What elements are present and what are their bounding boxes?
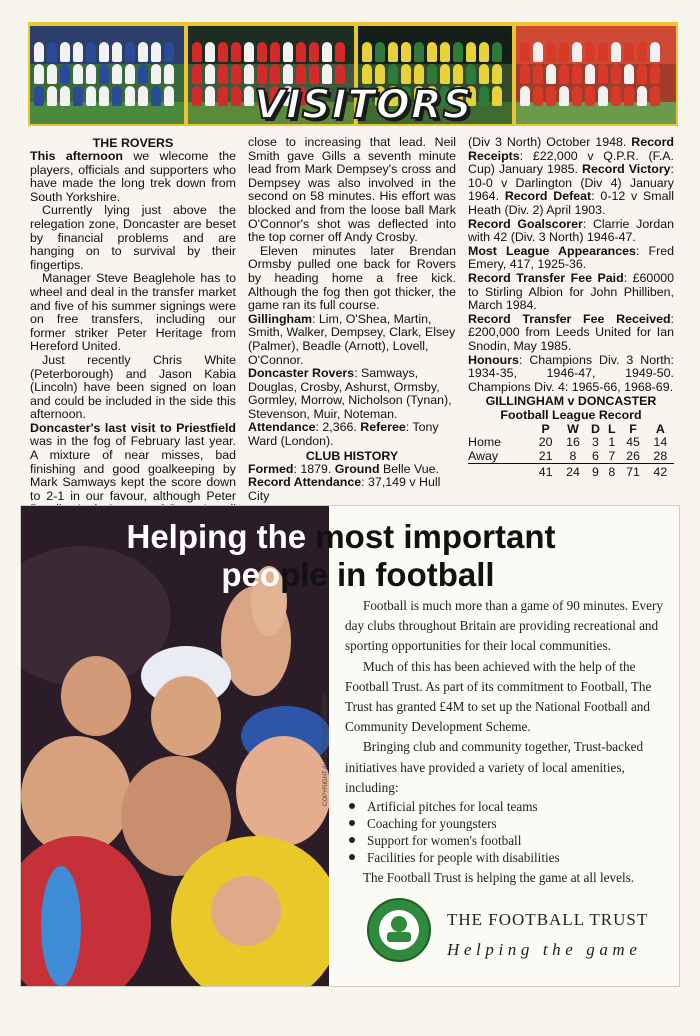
player-figure (492, 42, 502, 62)
player-figure (244, 42, 254, 62)
player-figure (533, 86, 543, 106)
player-figure (112, 86, 122, 106)
record-label: Record Transfer Fee Paid (468, 270, 624, 285)
football-trust-logo-icon (367, 898, 431, 962)
player-figure (492, 64, 502, 84)
player-figure (546, 42, 556, 62)
article-column-2 (248, 136, 456, 503)
player-figure (60, 64, 70, 84)
attendance-value: : 2,366. (315, 420, 361, 435)
player-figure (624, 86, 634, 106)
formed-value: : 1879. (293, 461, 335, 476)
attendance-label: Attendance (248, 420, 316, 435)
player-figure (559, 64, 569, 84)
lead-text: This afternoon (30, 149, 123, 163)
list-item: Coaching for youngsters (345, 815, 671, 832)
player-figure (362, 64, 372, 84)
player-figure (335, 64, 345, 84)
row-label: Away (468, 448, 499, 463)
player-figure (47, 64, 57, 84)
player-figure (624, 64, 634, 84)
player-figure (322, 42, 332, 62)
player-figure (244, 86, 254, 106)
headline-part: ple in football (280, 556, 495, 593)
table-cell: 26 (626, 448, 640, 463)
record-value: : 10-0 v Darlington (Div 4) January 1964. (468, 162, 674, 204)
record-heading: GILLINGHAM v DONCASTER (485, 394, 657, 409)
player-figure (283, 42, 293, 62)
photo-credit: COPYRIGHT ALLSPORT/BEN RADFORD (323, 692, 329, 806)
honours-value: : Champions Div. 3 North: 1934-35, 1946-47, 1949-50. Champions Div. 4: 1965-66, 1968-69. (468, 352, 674, 394)
total-cell: 9 (587, 464, 605, 480)
player-figure (375, 64, 385, 84)
player-figure (322, 64, 332, 84)
paragraph: Eleven minutes later Brendan Ormsby pulled one back for Rovers by heading home a free kick. Although the fog then got thicker, the game ran its full course. (248, 243, 456, 313)
player-figure (112, 64, 122, 84)
list-item: Artificial pitches for local teams (345, 798, 671, 815)
player-figure (138, 86, 148, 106)
advert-paragraph: Bringing club and community together, Trust-backed initiatives have provided a variety of local amenities, including: (345, 739, 644, 795)
player-figure (283, 64, 293, 84)
record-attendance-label: Record Attendance (248, 475, 362, 490)
player-figure (637, 42, 647, 62)
ground-label: Ground (334, 461, 380, 476)
player-figure (296, 42, 306, 62)
table-cell: 16 (566, 435, 580, 450)
player-figure (479, 42, 489, 62)
column-header: D (591, 422, 600, 437)
player-figure (546, 86, 556, 106)
record-label: Record Transfer Fee Received (468, 311, 671, 326)
record-label: Record Defeat (504, 189, 592, 204)
player-figure (270, 64, 280, 84)
table-cell: 28 (653, 448, 668, 463)
player-figure (611, 42, 621, 62)
player-figure (218, 64, 228, 84)
player-figure (650, 64, 660, 84)
player-figure (99, 86, 109, 106)
player-figure (585, 42, 595, 62)
total-cell: 8 (604, 464, 619, 480)
player-figure (466, 42, 476, 62)
lineup-text: : Samways, Douglas, Crosby, Ashurst, Ormsby, Gormley, Morrow, Nicholson (Tynan), Stevenson, Muir, Noteman. (248, 366, 452, 421)
table-cell: 45 (626, 435, 640, 450)
record-subheading: Football League Record (500, 408, 642, 423)
player-figure (73, 86, 83, 106)
record-attendance-value: : 37,149 v Hull City (248, 475, 441, 503)
player-figure (205, 64, 215, 84)
column-header: F (629, 422, 637, 437)
record-label: Record Victory (582, 162, 671, 177)
column-header: P (541, 422, 550, 437)
team-photo-banner (28, 22, 678, 126)
brand-tagline: Helping the game (447, 940, 642, 959)
player-figure (650, 86, 660, 106)
visitors-heading: VISITORS (254, 82, 473, 128)
player-figure (520, 42, 530, 62)
list-item: Facilities for people with disabilities (345, 849, 671, 866)
section-heading: THE ROVERS (92, 136, 174, 150)
player-figure (73, 42, 83, 62)
headline-part: peo (221, 556, 281, 593)
list-item: Support for women's football (345, 832, 671, 849)
player-figure (86, 42, 96, 62)
player-figure (492, 86, 502, 106)
record-label: Most League Appearances (468, 243, 636, 258)
player-figure (585, 64, 595, 84)
player-figure (637, 86, 647, 106)
team-photo-4 (516, 26, 676, 124)
column-header: W (567, 422, 579, 437)
team-photo-1 (30, 26, 184, 124)
league-record-table (468, 422, 674, 480)
player-figure (151, 64, 161, 84)
record-value: : Clarrie Jordan with 42 (Div. 3 North) 1946-47. (468, 216, 675, 245)
player-figure (192, 42, 202, 62)
player-figure (598, 64, 608, 84)
player-figure (164, 86, 174, 106)
player-figure (335, 42, 345, 62)
player-figure (34, 64, 44, 84)
player-figure (125, 86, 135, 106)
table-header-row (468, 422, 674, 436)
total-cell: 41 (532, 464, 559, 480)
player-figure (362, 42, 372, 62)
player-figure (112, 42, 122, 62)
player-figure (533, 64, 543, 84)
player-figure (192, 86, 202, 106)
paragraph: Currently lying just above the relegation zone, Doncaster are beset by financial problems and are hanging on to survival by their fingertips. (30, 203, 236, 272)
player-figure (572, 86, 582, 106)
player-figure (520, 86, 530, 106)
paragraph-text: (Div 3 North) October 1948. (468, 135, 632, 149)
record-value: : 0-12 v Small Heath (Div. 2) April 1903. (468, 189, 675, 217)
record-value: : Fred Emery, 417, 1925-36. (468, 243, 674, 272)
article-column-3 (468, 136, 674, 480)
paragraph: close to increasing that lead. Neil Smith gave Gills a seventh minute lead from Mark Dempsey's cross and Dempsey was also involved in the second on 58 minutes. His effort was blocked and from the loose ball Mark O'Connor's shot was deflected into the top corner off Andy Crosby. (248, 135, 456, 245)
paragraph: Manager Steve Beaglehole has to wheel and deal in the transfer market and five of his summer signings were on free transfers, including our former striker Peter Heritage from Hereford United. (30, 271, 236, 354)
player-figure (453, 64, 463, 84)
player-figure (47, 42, 57, 62)
brand-name: THE FOOTBALL TRUST (447, 910, 649, 929)
player-figure (138, 64, 148, 84)
table-cell: 20 (538, 435, 553, 450)
player-figure (231, 64, 241, 84)
table-cell: 8 (569, 448, 577, 463)
player-figure (559, 86, 569, 106)
player-figure (401, 64, 411, 84)
player-figure (86, 86, 96, 106)
player-figure (218, 86, 228, 106)
player-figure (231, 42, 241, 62)
paragraph-text: was in the fog of February last year. A mixture of near misses, bad finishing and good goalkeeping by Mark Samways kept the score down to 2-1 in our favour, although Peter (30, 434, 236, 503)
player-figure (257, 64, 267, 84)
referee-value: : Tony Ward (London). (248, 420, 439, 449)
advert-paragraph: Football is much more than a game of 90 minutes. Every day clubs throughout Britain are providing recreational and sporting opportunities for their local communities. (345, 598, 663, 654)
referee-label: Referee (360, 420, 406, 435)
lineup-text: : Lim, O'Shea, Martin, Smith, Walker, Dempsey, Clark, Elsey (Palmer), Beadle (Arnott), Lovell, O'Connor. (248, 311, 456, 367)
advert-body (345, 596, 671, 888)
player-figure (125, 64, 135, 84)
advert-headline (61, 518, 621, 594)
player-figure (34, 42, 44, 62)
ground-value: Belle Vue. (379, 461, 439, 476)
headline-part: Helping the (126, 518, 316, 555)
total-cell: 71 (619, 464, 646, 480)
player-figure (427, 64, 437, 84)
table-cell: 3 (592, 435, 599, 450)
player-figure (257, 42, 267, 62)
honours-label: Honours (468, 352, 519, 367)
record-label: Record Goalscorer (468, 216, 583, 231)
record-value: : £22,000 v Q.P.R. (F.A. Cup) January 1985. (468, 148, 674, 177)
paragraph-text: we wlecome the players, officials and supporters who have made the long trek down from South Yorkshire. (30, 149, 236, 204)
player-figure (637, 64, 647, 84)
table-cell: 6 (592, 448, 599, 463)
headline-part: most important (315, 518, 556, 555)
player-figure (151, 42, 161, 62)
player-figure (125, 42, 135, 62)
team-label: Gillingham (248, 311, 313, 326)
player-figure (388, 64, 398, 84)
formed-label: Formed (248, 461, 294, 476)
lead-text: Doncaster's last visit to Priestfield (30, 420, 236, 435)
player-figure (60, 42, 70, 62)
club-history-heading: CLUB HISTORY (305, 448, 399, 463)
player-figure (231, 86, 241, 106)
player-figure (218, 42, 228, 62)
table-cell: 14 (653, 435, 668, 450)
player-figure (34, 86, 44, 106)
player-figure (427, 42, 437, 62)
player-figure (138, 42, 148, 62)
table-cell: 21 (538, 448, 553, 463)
player-figure (151, 86, 161, 106)
player-figure (309, 42, 319, 62)
table-total-row (468, 464, 674, 480)
player-figure (440, 42, 450, 62)
players-row (520, 42, 672, 106)
player-figure (244, 64, 254, 84)
table-cell: 1 (608, 435, 616, 450)
player-figure (598, 42, 608, 62)
player-figure (572, 64, 582, 84)
player-figure (611, 86, 621, 106)
player-figure (309, 64, 319, 84)
player-figure (414, 64, 424, 84)
player-figure (205, 86, 215, 106)
players-row (34, 42, 180, 106)
player-figure (296, 64, 306, 84)
player-figure (73, 64, 83, 84)
record-value: : £200,000 from Leeds United for Ian Snodin, May 1985. (468, 311, 674, 353)
player-figure (164, 42, 174, 62)
closing-line: The Football Trust is helping the game at all levels. (363, 870, 635, 886)
player-figure (205, 42, 215, 62)
article-column-1 (30, 136, 236, 531)
player-figure (414, 42, 424, 62)
player-figure (440, 64, 450, 84)
player-figure (270, 42, 280, 62)
player-figure (546, 64, 556, 84)
player-figure (479, 86, 489, 106)
total-cell: 42 (647, 464, 674, 480)
player-figure (585, 86, 595, 106)
team-label: Doncaster Rovers (248, 366, 355, 381)
player-figure (520, 64, 530, 84)
column-header: A (655, 422, 665, 437)
player-figure (99, 64, 109, 84)
player-figure (164, 64, 174, 84)
player-figure (86, 64, 96, 84)
record-label: Record Receipts (468, 135, 674, 163)
player-figure (375, 42, 385, 62)
row-label: Home (468, 435, 502, 450)
player-figure (559, 42, 569, 62)
player-figure (47, 86, 57, 106)
player-figure (533, 42, 543, 62)
player-figure (479, 64, 489, 84)
player-figure (453, 42, 463, 62)
player-figure (466, 64, 476, 84)
football-trust-advert (20, 505, 680, 987)
column-header: L (608, 422, 616, 437)
player-figure (192, 64, 202, 84)
total-cell: 24 (559, 464, 586, 480)
advert-paragraph: Much of this has been achieved with the help of the Football Trust. As part of its commitment to Football, The Trust has granted £4M to set up the National Football and Community Development Scheme. (345, 658, 652, 735)
amenities-list (345, 798, 671, 866)
table-row (468, 436, 674, 450)
paragraph: Just recently Chris White (Peterborough) and Jason Kabia (Lincoln) have been signed on loan and could be included in the side this afternoon. (30, 352, 236, 422)
table-cell: 7 (608, 448, 616, 463)
player-figure (401, 42, 411, 62)
table-row (468, 450, 674, 464)
record-value: : £60000 to Stirling Albion for John Philliben, March 1984. (468, 270, 675, 313)
player-figure (99, 42, 109, 62)
player-figure (572, 42, 582, 62)
player-figure (624, 42, 634, 62)
player-figure (388, 42, 398, 62)
player-figure (650, 42, 660, 62)
player-figure (611, 64, 621, 84)
player-figure (60, 86, 70, 106)
player-figure (598, 86, 608, 106)
